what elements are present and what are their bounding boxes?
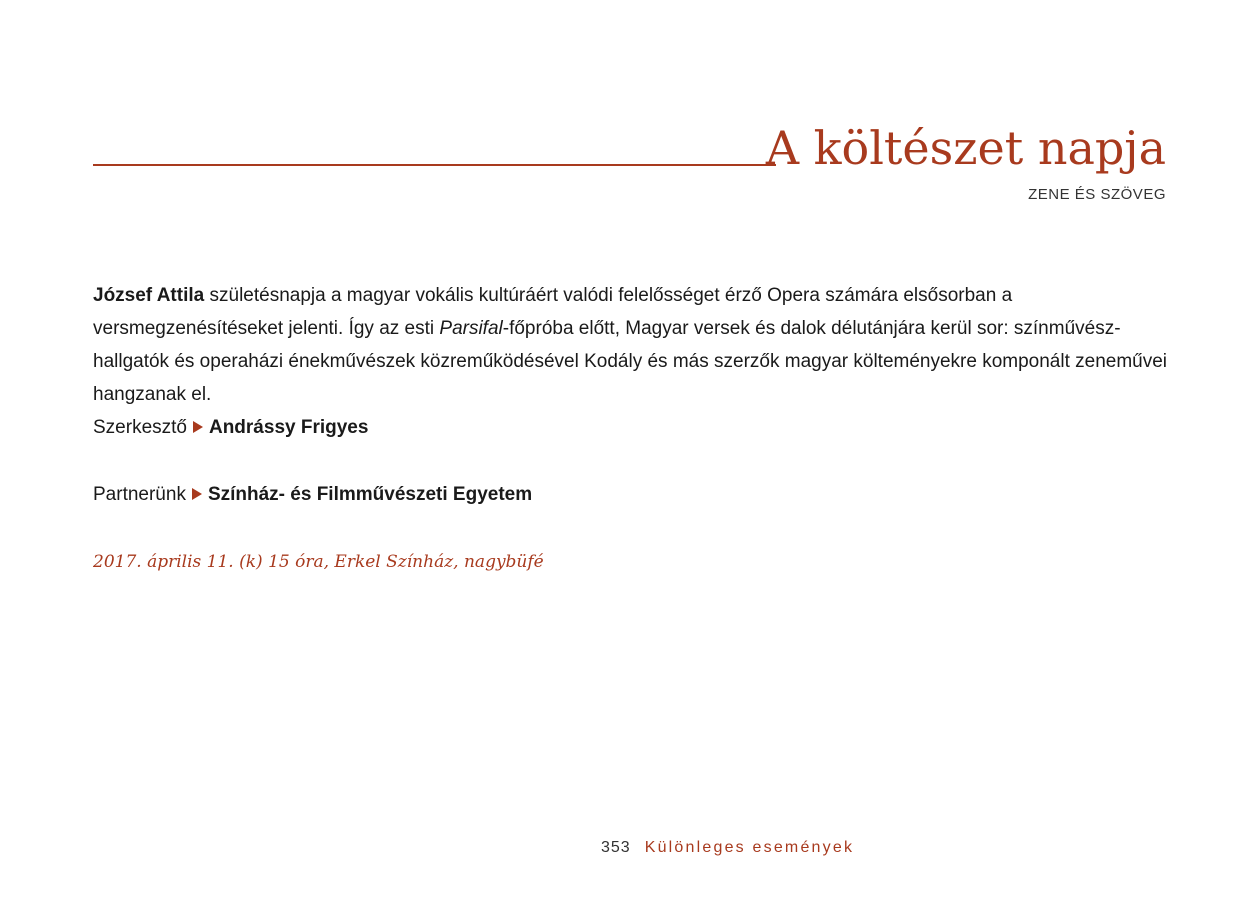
page-title: A költészet napja — [765, 121, 1166, 175]
partner-label: Partnerünk — [93, 484, 186, 505]
page-subtitle: ZENE ÉS SZÖVEG — [1028, 186, 1166, 203]
intro-bold-lead: József Attila — [93, 285, 205, 306]
partner-credit — [93, 481, 532, 509]
page-footer — [601, 836, 854, 860]
arrow-right-icon — [192, 488, 202, 500]
page-number: 353 — [601, 839, 631, 856]
intro-paragraph — [93, 279, 1168, 411]
header-rule — [93, 164, 776, 166]
footer-section-name: Különleges események — [644, 839, 855, 856]
editor-name: Andrássy Frigyes — [208, 417, 369, 438]
editor-label: Szerkesztő — [93, 417, 187, 438]
event-info: 2017. április 11. (k) 15 óra, Erkel Színház, nagybüfé — [93, 552, 544, 572]
intro-text-part1: születésnapja a magyar vokális kultúráért valódi felelősséget érző Opera számára elsősorban a versmegzenésítéseket jelenti. Így az esti — [93, 285, 1013, 339]
intro-italic-title: Parsifal — [439, 318, 503, 339]
partner-name: Színház- és Filmművészeti Egyetem — [207, 484, 533, 505]
arrow-right-icon — [193, 421, 203, 433]
editor-credit — [93, 414, 368, 442]
intro-text-part2: -főpróba előtt, Magyar versek és dalok délutánjára kerül sor: színművész-hallgatók és operaházi énekművészek közreműködésével Kodály és más szerzők magyar költeményekre komponált zeneművei hangzanak el. — [93, 318, 1168, 405]
